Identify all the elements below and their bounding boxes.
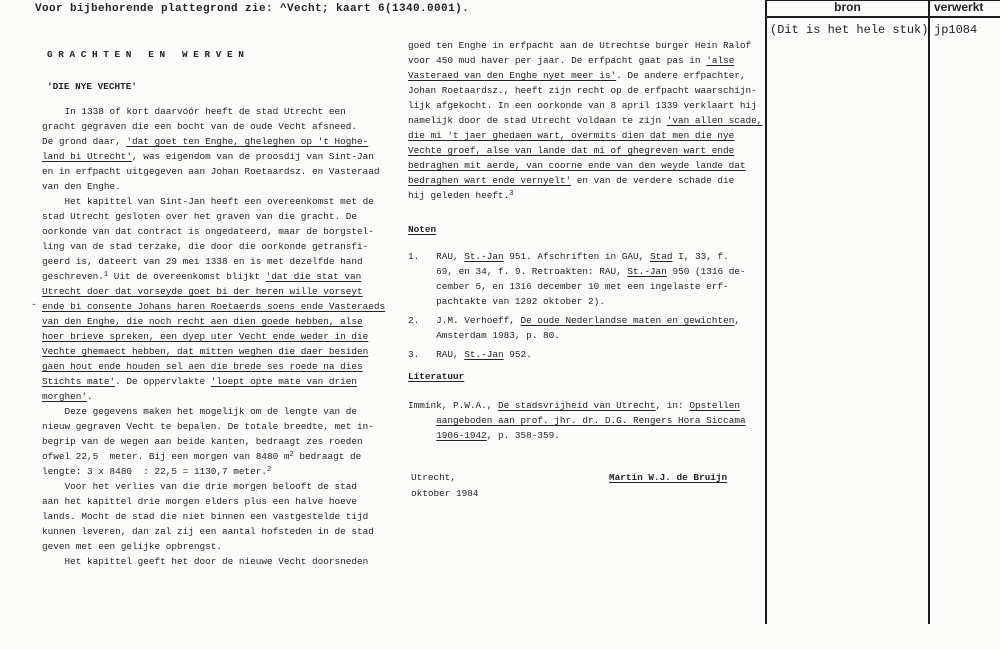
underlined-quote: aangeboden aan prof. jhr. dr. D.G. Rengers Hora Siccama — [436, 415, 746, 426]
text-line: geven met een gelijke opbrengst. — [42, 541, 223, 552]
text-line: ling van de stad terzake, die door die oorkonde getransfi- — [42, 241, 369, 252]
text-line: aan het kapittel drie morgen elders plus een halve hoeve — [42, 496, 358, 507]
map-reference-line: Voor bijbehorende plattegrond zie: ^Vecht; kaart 6(1340.0001). — [35, 3, 470, 15]
text-line: In 1338 of kort daarvóór heeft de stad Utrecht een — [42, 106, 346, 117]
underlined-quote: bedraghen wart ende vernyelt' — [408, 175, 572, 186]
text-line: 2. J.M. Verhoeff, De oude Nederlandse maten en gewichten, — [408, 315, 740, 326]
text-line: pachtakte van 1292 oktober 2). — [408, 296, 605, 307]
underlined-quote: Vasteraed van den Enghe nyet meer is' — [408, 70, 617, 81]
text-line: Vasteraed van den Enghe nyet meer is'. De andere erfpachter, — [408, 70, 746, 81]
underlined-quote: St.-Jan — [627, 266, 667, 277]
right-column-text — [408, 38, 762, 203]
underlined-quote: Vechte ghemaect hebben, dat mitten weghen die daer besiden — [42, 346, 369, 357]
underlined-quote: 'loept opte mate van drien — [210, 376, 358, 387]
text-line: goed ten Enghe in erfpacht aan de Utrechtse burger Hein Ralof — [408, 40, 752, 51]
note-item-2 — [408, 313, 746, 343]
text-line: en in erfpacht uitgegeven aan Johan Roetaardsz. en Vasteraad — [42, 166, 380, 177]
underlined-quote: 'dat die stat van — [265, 271, 362, 282]
text-line: De grond daar, 'dat goet ten Enghe, gheleghen op 't Hoghe- — [42, 136, 369, 147]
notes-list — [408, 249, 746, 366]
table-header-row — [767, 1, 1000, 18]
text-line — [42, 299, 385, 314]
underlined-quote: gaen hout ende houden sel aen die brede ses roede na dies — [42, 361, 363, 372]
underlined-quote: Utrecht doer dat vorseyde goet bi der heren wille vorseyt — [42, 286, 363, 297]
note-item-1 — [408, 249, 746, 309]
text-line: Deze gegevens maken het mogelijk om de lengte van de — [42, 406, 358, 417]
text-line: lands. Mocht de stad die niet binnen een vastgestelde tijd — [42, 511, 369, 522]
text-line — [42, 344, 385, 359]
text-line: geschreven.$^1$ Uit de overeenkomst blijkt 'dat die stat van — [42, 270, 362, 282]
notes-heading: Noten — [408, 224, 437, 235]
source-table — [765, 0, 1000, 624]
table-header-bron: bron — [834, 0, 861, 14]
footnote-marker: 2 — [267, 465, 272, 474]
literature-entry — [408, 398, 746, 443]
text-line: Johan Roetaardsz., heeft zijn recht op de erfpacht waarschijn- — [408, 85, 757, 96]
text-line: stad Utrecht gesloten over het graven van die gracht. De — [42, 211, 358, 222]
text-line: Stichts mate'. De oppervlakte 'loept opte mate van drien — [42, 376, 358, 387]
text-line: cember 5, en 1316 december 10 met een ingelaste erf- — [408, 281, 729, 292]
underlined-quote: bedraghen mit aerde, van coorne ende van den weyde lande dat — [408, 160, 746, 171]
underlined-quote: De oude Nederlandse maten en gewichten — [520, 315, 735, 326]
underlined-quote: 'van allen scade, — [666, 115, 763, 126]
table-cell-bron: (Dit is het hele stuk) — [770, 23, 929, 37]
text-line — [408, 143, 762, 158]
text-line: ofwel 22,5 meter. Bij een morgen van 8480 $m^2$ bedraagt de — [42, 450, 362, 462]
text-line: 69, en 34, f. 9. Retroakten: RAU, St.-Jan 950 (1316 de- — [408, 266, 746, 277]
text-line: nieuw gegraven Vecht te bepalen. De totale breedte, met in- — [42, 421, 374, 432]
text-line: Amsterdam 1983, p. 80. — [408, 330, 560, 341]
underlined-quote: morghen' — [42, 391, 88, 402]
text-line: morghen'. — [42, 391, 93, 402]
underlined-quote: Stichts mate' — [42, 376, 116, 387]
text-line — [42, 314, 385, 329]
underlined-quote: De stadsvrijheid van Utrecht — [498, 400, 656, 411]
text-line: van den Enghe. — [42, 181, 121, 192]
text-line: lijk afgekocht. In een oorkonde van 8 april 1339 verklaart hij — [408, 100, 757, 111]
text-line: begrip van de wegen aan beide kanten, bedraagt zes roeden — [42, 436, 363, 447]
text-line: geerd is, dateert van 29 mei 1338 en is met dezelfde hand — [42, 256, 363, 267]
underlined-quote: 'dat goet ten Enghe, gheleghen op 't Hoghe- — [126, 136, 369, 147]
underlined-quote: die mi 't jaer ghedaen wart, overmits dien dat men die nye — [408, 130, 735, 141]
text-line — [42, 359, 385, 374]
underlined-quote: van den Enghe, die noch recht aen dien goede hebben, alse — [42, 316, 363, 327]
text-line: Het kapittel geeft het door de nieuwe Vecht doorsneden — [42, 556, 369, 567]
text-line — [408, 413, 746, 428]
note-item-3 — [408, 347, 746, 362]
article-title: 'DIE NYE VECHTE' — [47, 81, 138, 92]
text-line — [42, 284, 385, 299]
underlined-quote: land bi Utrecht' — [42, 151, 133, 162]
footnote-marker: 1 — [103, 270, 109, 279]
footer-place-date — [411, 470, 479, 502]
text-line: lengte: 3 x 8480 : 22,5 = 1130,7 meter.$^2$ — [42, 465, 272, 477]
table-column-divider — [928, 1, 930, 624]
text-line — [408, 158, 762, 173]
underlined-quote: Vechte groef, alse van lande dat mi of ghegreven wart ende — [408, 145, 735, 156]
table-header-verwerkt: verwerkt — [934, 0, 984, 14]
left-column-text — [42, 104, 385, 569]
section-heading: G R A C H T E N E N W E R V E N — [47, 49, 244, 60]
text-line: bedraghen wart ende vernyelt' en van de verdere schade die — [408, 175, 735, 186]
footer-date: oktober 1984 — [411, 488, 479, 499]
text-line: namelijk door de stad Utrecht voldaan te zijn 'van allen scade, — [408, 115, 763, 126]
text-line: gracht gegraven die een bocht van de oude Vecht afsneed. — [42, 121, 358, 132]
footnote-marker: 2 — [289, 450, 294, 459]
text-line: land bi Utrecht', was eigendom van de proosdij van Sint-Jan — [42, 151, 374, 162]
underlined-quote: ende bi consente Johans haren Roetaerds soens ende Vasteraeds — [42, 301, 386, 312]
text-line: oorkonde van dat contract is ongedateerd, maar de borgstel- — [42, 226, 374, 237]
text-line: voor 450 mud haver per jaar. De erfpacht gaat pas in 'alse — [408, 55, 735, 66]
underlined-quote: 1906-1942 — [436, 430, 487, 441]
text-line — [42, 329, 385, 344]
text-line: kunnen leveren, dan zal zij een aantal hofsteden in de stad — [42, 526, 374, 537]
footer-author: Martin W.J. de Bruijn — [609, 472, 728, 483]
text-line: 1906-1942, p. 358-359. — [436, 430, 560, 441]
underlined-quote: 'alse — [706, 55, 735, 66]
margin-dash: - — [31, 299, 37, 310]
text-line: hij geleden heeft.$^3$ — [408, 189, 514, 201]
text-line — [408, 128, 762, 143]
underlined-quote: Opstellen — [689, 400, 740, 411]
text-line: Het kapittel van Sint-Jan heeft een overeenkomst met de — [42, 196, 374, 207]
footer-place: Utrecht, — [411, 472, 457, 483]
text-line: Voor het verlies van die drie morgen belooft de stad — [42, 481, 358, 492]
text-line: 3. RAU, St.-Jan 952. — [408, 349, 532, 360]
table-cell-verwerkt: jp1084 — [934, 23, 978, 37]
underlined-quote: Stad — [649, 251, 673, 262]
literature-heading: Literatuur — [408, 371, 465, 382]
footnote-marker: 3 — [509, 189, 514, 198]
underlined-quote: St.-Jan — [464, 251, 504, 262]
underlined-quote: hoer brieve spreken, een dyep uter Vecht ende weder in die — [42, 331, 369, 342]
underlined-quote: St.-Jan — [464, 349, 504, 360]
text-line: 1. RAU, St.-Jan 951. Afschriften in GAU, Stad I, 33, f. — [408, 251, 729, 262]
text-line: Immink, P.W.A., De stadsvrijheid van Utrecht, in: Opstellen — [408, 400, 740, 411]
